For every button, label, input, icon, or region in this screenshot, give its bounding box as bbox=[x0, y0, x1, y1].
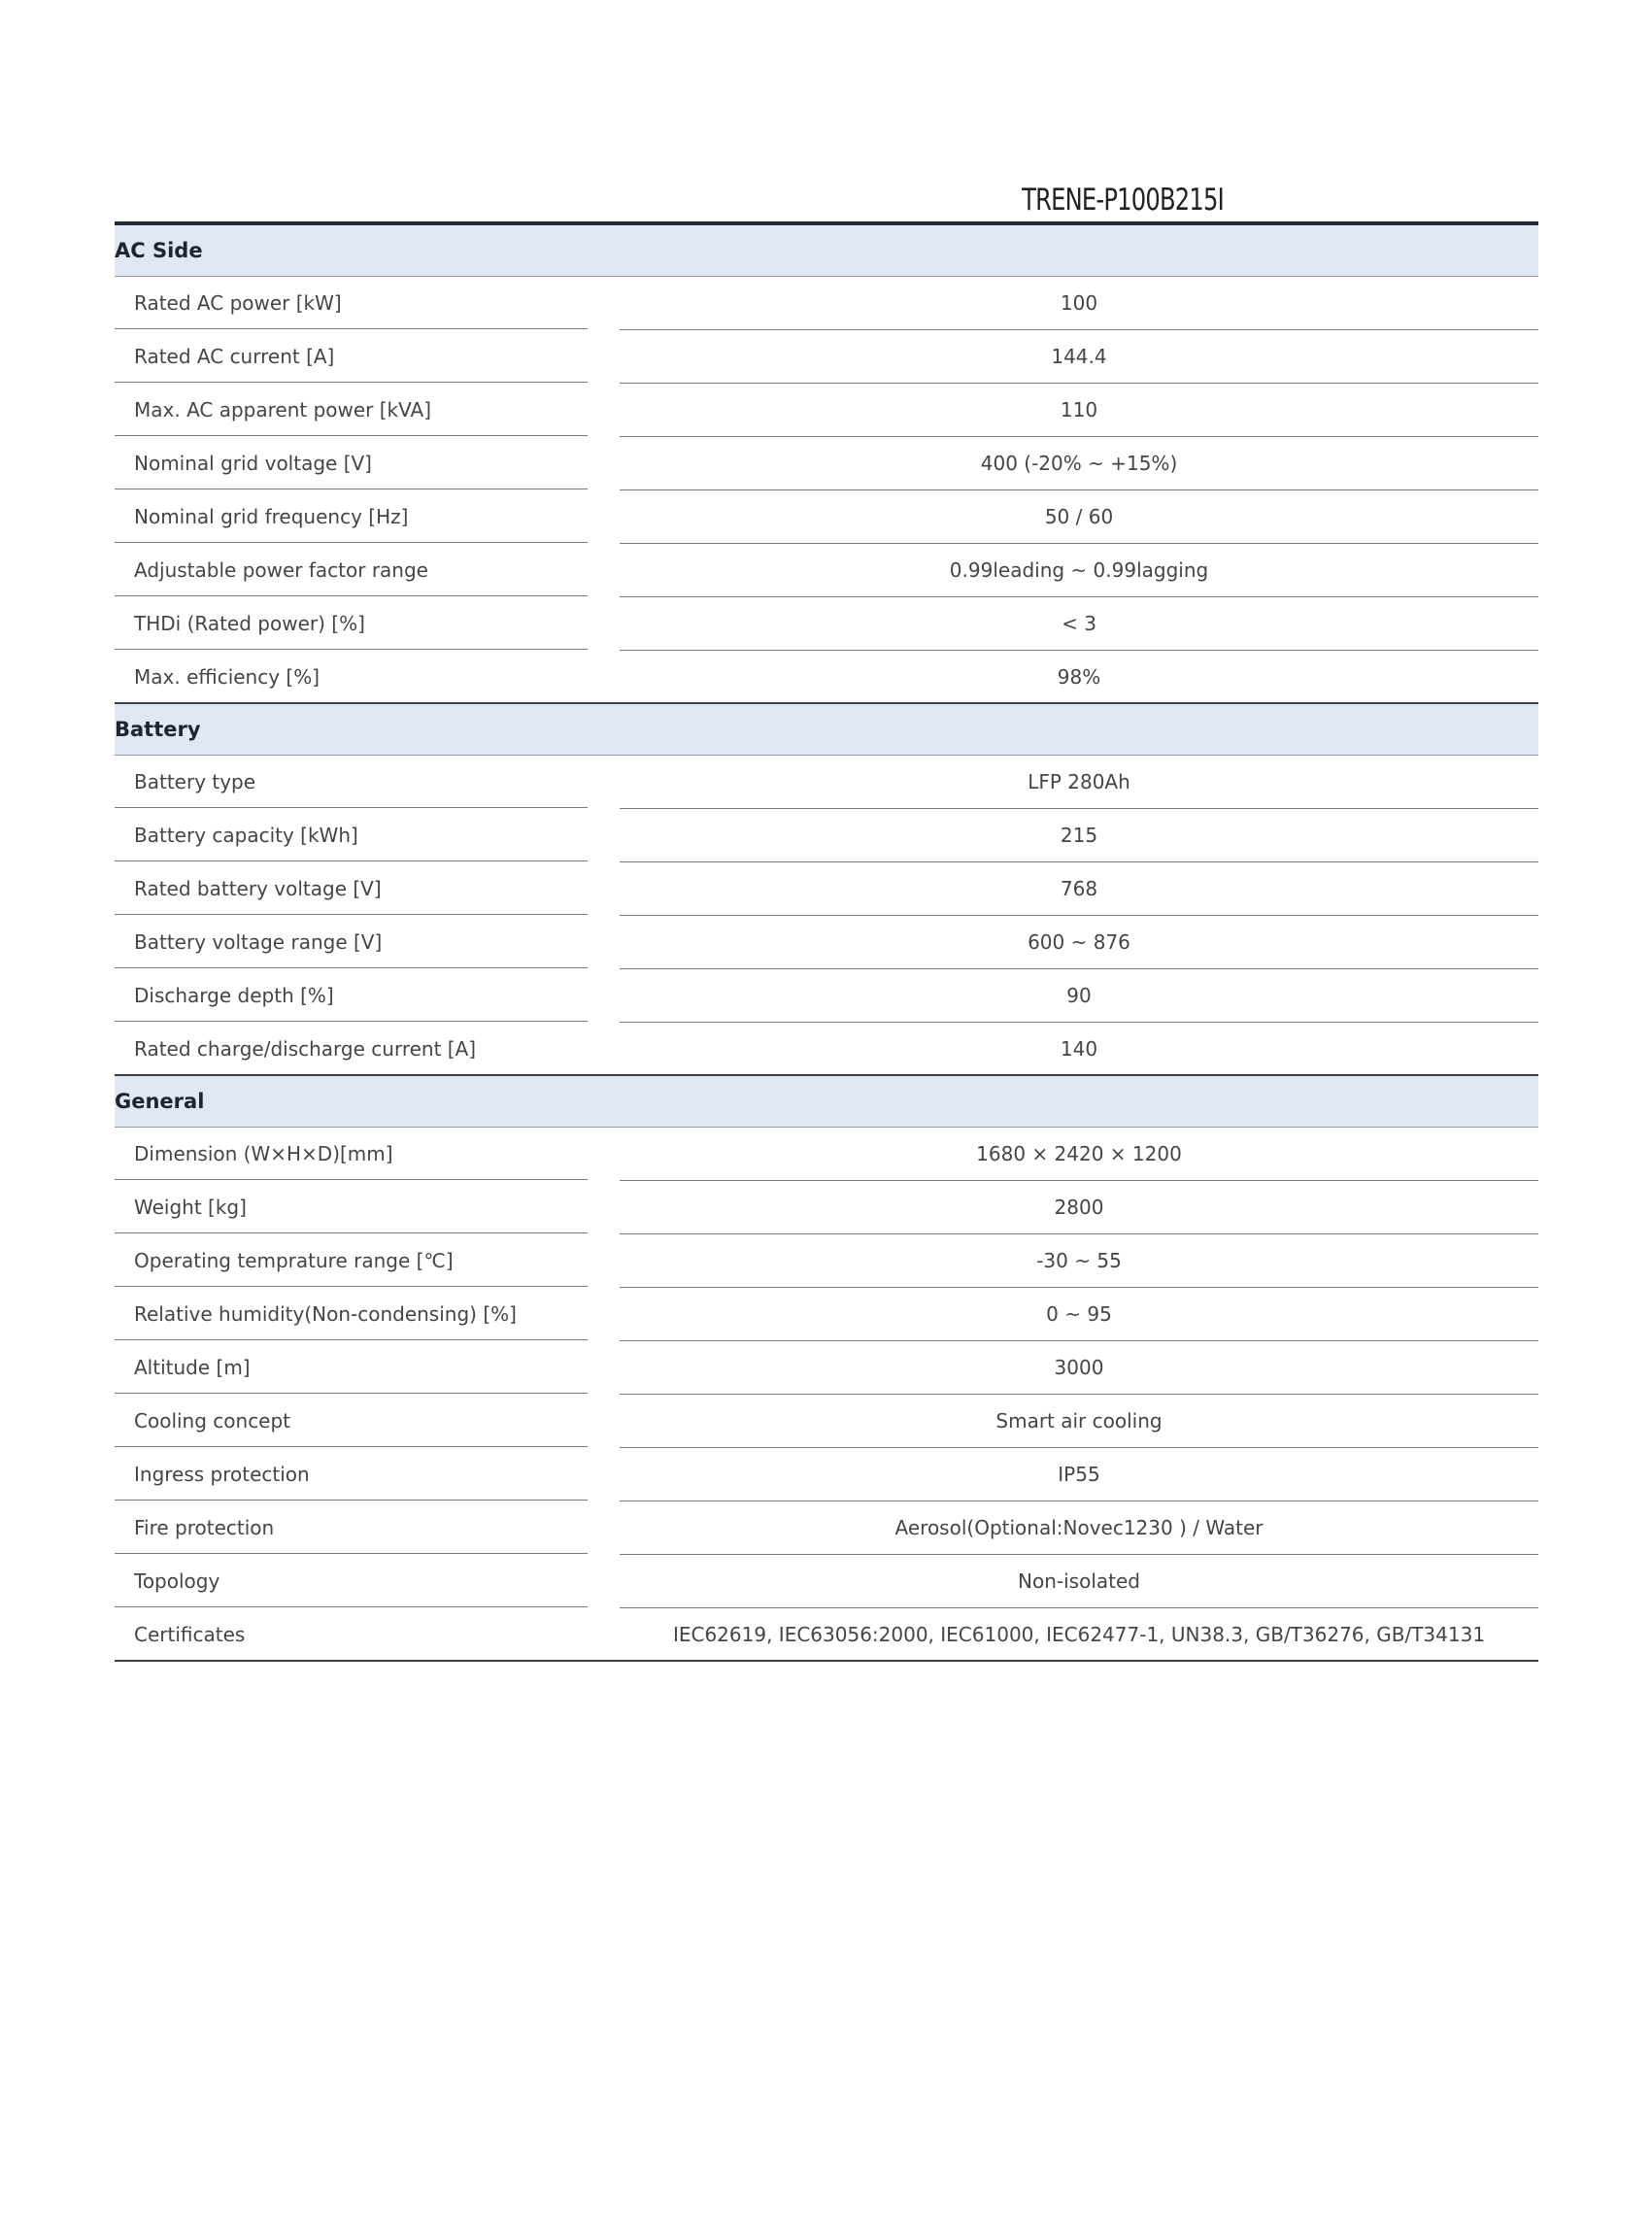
spec-value: 3000 bbox=[620, 1341, 1538, 1395]
spec-value: 400 (-20% ~ +15%) bbox=[620, 437, 1538, 490]
spec-value: 100 bbox=[620, 277, 1538, 330]
spec-value: 110 bbox=[620, 384, 1538, 437]
spec-value: 0.99leading ~ 0.99lagging bbox=[620, 544, 1538, 597]
spec-label: Nominal grid frequency [Hz] bbox=[115, 490, 588, 543]
spec-value: Non-isolated bbox=[620, 1555, 1538, 1608]
spec-label: Operating temprature range [℃] bbox=[115, 1234, 588, 1287]
spec-label: Topology bbox=[115, 1555, 588, 1607]
spec-label: Max. efficiency [%] bbox=[115, 651, 588, 703]
spec-label: Battery capacity [kWh] bbox=[115, 809, 588, 861]
section-ac-side bbox=[115, 225, 1538, 704]
spec-label: Certificates bbox=[115, 1608, 588, 1661]
spec-value: Aerosol(Optional:Novec1230 ) / Water bbox=[620, 1501, 1538, 1555]
spec-value: 768 bbox=[620, 862, 1538, 916]
model-title: TRENE-P100B215I bbox=[1022, 183, 1224, 218]
spec-label: Ingress protection bbox=[115, 1448, 588, 1501]
spec-row bbox=[115, 490, 1538, 544]
section-battery bbox=[115, 704, 1538, 1076]
spec-label: Battery voltage range [V] bbox=[115, 916, 588, 968]
section-header: Battery bbox=[115, 704, 1538, 756]
spec-row bbox=[115, 1501, 1538, 1555]
spec-value: 140 bbox=[620, 1023, 1538, 1076]
spec-value: 50 / 60 bbox=[620, 490, 1538, 544]
section-header: General bbox=[115, 1076, 1538, 1128]
spec-label: Discharge depth [%] bbox=[115, 969, 588, 1022]
spec-row bbox=[115, 1608, 1538, 1662]
spec-label: Cooling concept bbox=[115, 1395, 588, 1447]
spec-value: IEC62619, IEC63056:2000, IEC61000, IEC62477-1, UN38.3, GB/T36276, GB/T34131 bbox=[620, 1608, 1538, 1662]
spec-value: -30 ~ 55 bbox=[620, 1234, 1538, 1288]
spec-label: Adjustable power factor range bbox=[115, 544, 588, 596]
spec-sheet bbox=[115, 179, 1538, 1662]
spec-value: 600 ~ 876 bbox=[620, 916, 1538, 969]
spec-row bbox=[115, 277, 1538, 330]
spec-label: Max. AC apparent power [kVA] bbox=[115, 384, 588, 436]
spec-value: LFP 280Ah bbox=[620, 756, 1538, 809]
spec-label: Altitude [m] bbox=[115, 1341, 588, 1394]
spec-row bbox=[115, 651, 1538, 704]
spec-row bbox=[115, 916, 1538, 969]
spec-value: 144.4 bbox=[620, 330, 1538, 384]
spec-row bbox=[115, 384, 1538, 437]
spec-label: Rated battery voltage [V] bbox=[115, 862, 588, 915]
spec-label: Fire protection bbox=[115, 1501, 588, 1554]
spec-row bbox=[115, 1341, 1538, 1395]
spec-row bbox=[115, 1555, 1538, 1608]
spec-label: Rated AC current [A] bbox=[115, 330, 588, 383]
spec-row bbox=[115, 756, 1538, 809]
spec-value: 215 bbox=[620, 809, 1538, 862]
section-general bbox=[115, 1076, 1538, 1662]
spec-label: Weight [kg] bbox=[115, 1181, 588, 1233]
spec-value: 1680 × 2420 × 1200 bbox=[620, 1128, 1538, 1181]
spec-value: 90 bbox=[620, 969, 1538, 1023]
spec-row bbox=[115, 544, 1538, 597]
spec-value: Smart air cooling bbox=[620, 1395, 1538, 1448]
spec-value: 98% bbox=[620, 651, 1538, 704]
spec-label: THDi (Rated power) [%] bbox=[115, 597, 588, 650]
spec-label: Battery type bbox=[115, 756, 588, 808]
spec-row bbox=[115, 969, 1538, 1023]
spec-row bbox=[115, 862, 1538, 916]
spec-row bbox=[115, 597, 1538, 651]
spec-label: Dimension (W×H×D)[mm] bbox=[115, 1128, 588, 1180]
spec-row bbox=[115, 330, 1538, 384]
spec-row bbox=[115, 1234, 1538, 1288]
spec-row bbox=[115, 437, 1538, 490]
spec-value: 2800 bbox=[620, 1181, 1538, 1234]
spec-row bbox=[115, 1181, 1538, 1234]
spec-row bbox=[115, 1395, 1538, 1448]
section-header: AC Side bbox=[115, 225, 1538, 277]
spec-value: 0 ~ 95 bbox=[620, 1288, 1538, 1341]
spec-label: Nominal grid voltage [V] bbox=[115, 437, 588, 489]
spec-value: < 3 bbox=[620, 597, 1538, 651]
spec-row bbox=[115, 809, 1538, 862]
spec-row bbox=[115, 1023, 1538, 1076]
spec-value: IP55 bbox=[620, 1448, 1538, 1501]
spec-label: Rated charge/discharge current [A] bbox=[115, 1023, 588, 1075]
spec-row bbox=[115, 1128, 1538, 1181]
spec-label: Relative humidity(Non-condensing) [%] bbox=[115, 1288, 588, 1340]
spec-row bbox=[115, 1448, 1538, 1501]
spec-row bbox=[115, 1288, 1538, 1341]
spec-label: Rated AC power [kW] bbox=[115, 277, 588, 329]
